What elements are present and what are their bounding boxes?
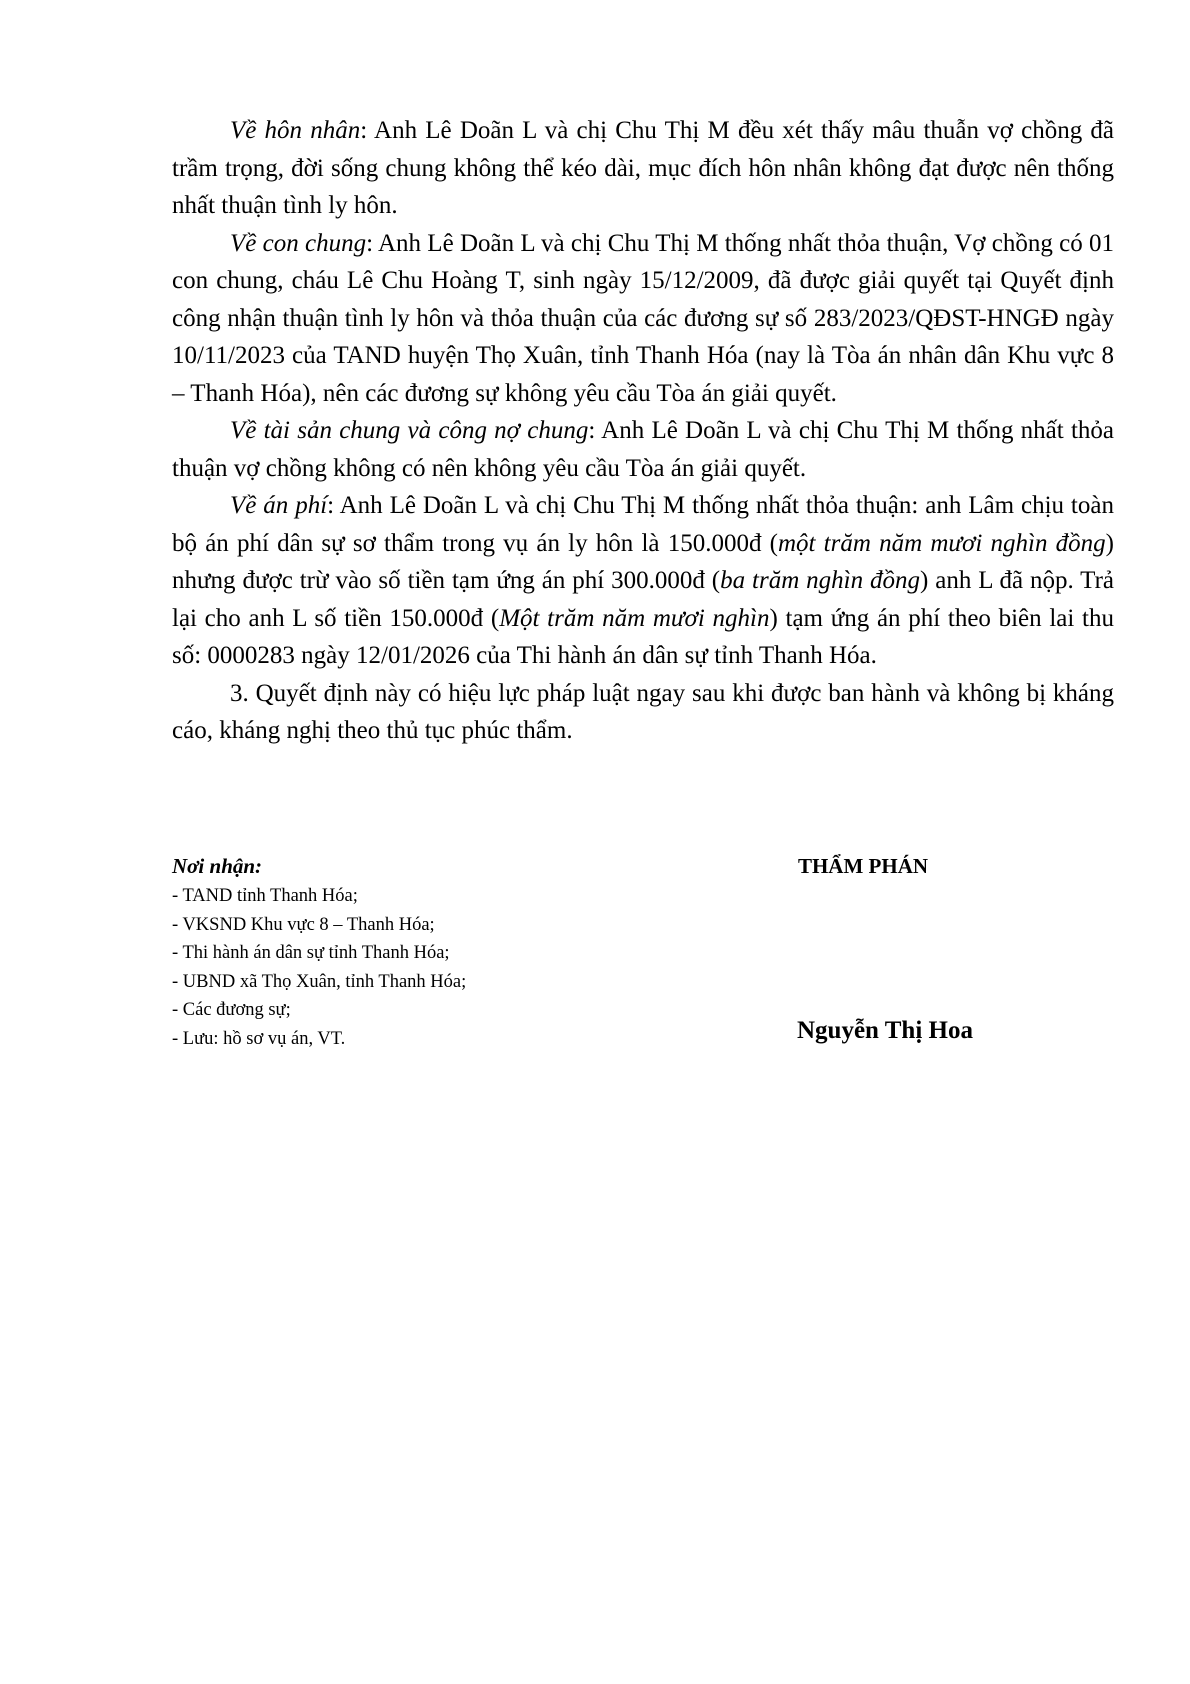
fee-text-1: : Anh Lê Doãn L và chị Chu Thị M thống nhất thỏa thuận: anh Lâm chịu toàn bộ án phí dân sự sơ thẩm trong vụ án ly hôn là 150.000đ ( [172,492,1114,557]
recipients-block [172,852,692,1053]
paragraph-lead: Về tài sản chung và công nợ chung [230,417,589,444]
paragraph-lead: Về con chung [230,229,367,257]
paragraph-lead: Về hôn nhân [230,117,361,144]
fee-text-3: ) anh L đã nộp. Trả lại cho anh L số tiền 150.000đ ( [172,567,1114,632]
recipients-heading: Nơi nhận: [172,854,263,878]
fee-text-4: ) tạm ứng án phí theo biên lai thu số: 0000283 ngày 12/01/2026 của Thi hành án dân sự tỉnh Thanh Hóa. [172,604,1114,669]
recipient-item: - VKSND Khu vực 8 – Thanh Hóa; [172,914,435,935]
recipient-item: - UBND xã Thọ Xuân, tỉnh Thanh Hóa; [172,971,467,992]
decision-body [172,112,1114,750]
paragraph-text: : Anh Lê Doãn L và chị Chu Thị M thống nhất thỏa thuận, Vợ chồng có 01 con chung, cháu Lê Chu Hoàng T, sinh ngày 15/12/2009, đã được giải quyết tại Quyết định công nhận thuận tình ly hôn và thỏa thuận của các đương sự số 283/2023/QĐST-HNGĐ ngày 10/11/2023 của TAND huyện Thọ Xuân, tỉnh Thanh Hóa (nay là Tòa án nhân dân Khu vực 8 – Thanh Hóa), nên các đương sự không yêu cầu Tòa án giải quyết. [172,229,1114,407]
paragraph-lead: Về án phí [230,492,328,519]
signer-title: THẨM PHÁN [797,854,929,878]
paragraph-children [172,225,1114,413]
recipient-item: - TAND tỉnh Thanh Hóa; [172,886,358,906]
paragraph-court-fee [172,487,1114,675]
fee-amount-words-2: ba trăm nghìn đồng [720,567,921,594]
paragraph-marriage [172,112,1114,225]
signer-name: Nguyễn Thị Hoa [797,1017,973,1044]
fee-amount-words-1: một trăm năm mươi nghìn đồng [777,529,1106,557]
recipient-item: - Lưu: hồ sơ vụ án, VT. [172,1028,346,1049]
recipient-item: - Thi hành án dân sự tỉnh Thanh Hóa; [172,943,450,963]
paragraph-effect: 3. Quyết định này có hiệu lực pháp luật ngay sau khi được ban hành và không bị kháng cáo, kháng nghị theo thủ tục phúc thẩm. [172,679,1114,744]
paragraph-text: : Anh Lê Doãn L và chị Chu Thị M đều xét thấy mâu thuẫn vợ chồng đã trầm trọng, đời sống chung không thể kéo dài, mục đích hôn nhân không đạt được nên thống nhất thuận tình ly hôn. [172,117,1115,219]
recipients-list [172,882,692,1053]
recipient-item: - Các đương sự; [172,1000,291,1020]
paragraph-text: : Anh Lê Doãn L và chị Chu Thị M thống nhất thỏa thuận vợ chồng không có nên không yêu cầu Tòa án giải quyết. [172,417,1114,482]
fee-amount-words-3: Một trăm năm mươi nghìn [499,604,770,632]
paragraph-property [172,412,1114,487]
fee-text-2: ) nhưng được trừ vào số tiền tạm ứng án phí 300.000đ ( [172,529,1114,594]
